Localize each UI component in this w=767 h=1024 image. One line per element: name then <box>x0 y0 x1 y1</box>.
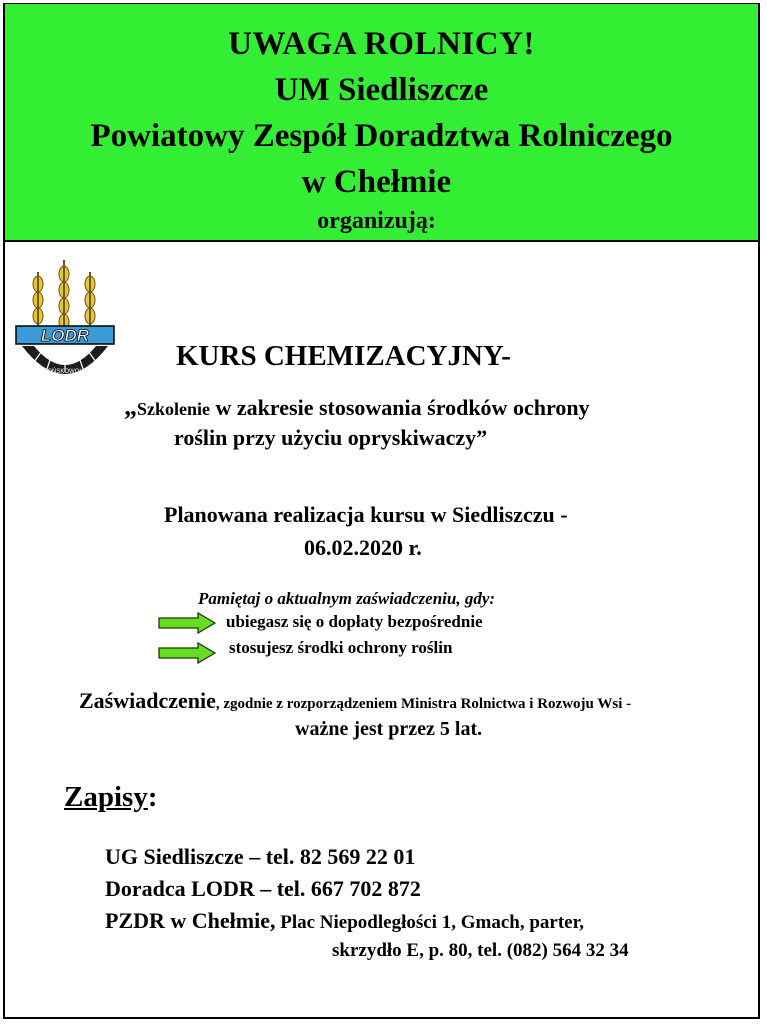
signup-heading <box>64 781 158 814</box>
certificate-regulation: , zgodnie z rozporządzeniem Ministra Rolnictwa i Rozwoju Wsi - <box>215 696 632 712</box>
course-subtitle-small: Szkolenie <box>137 399 211 419</box>
header-banner <box>5 4 758 242</box>
header-organize-label: organizują: <box>317 208 436 234</box>
plan-date: 06.02.2020 r. <box>304 535 422 560</box>
contact-pzdr <box>105 908 584 934</box>
course-subtitle-line1 <box>124 392 590 422</box>
logo-ring-text: KOŃSKOWOLA <box>43 369 87 375</box>
course-title: KURS CHEMIZACYJNY- <box>176 340 511 372</box>
header-title: UWAGA ROLNICY! <box>228 26 535 62</box>
lodr-logo <box>14 252 116 376</box>
reminder-item-1: ubiegasz się o dopłaty bezpośrednie <box>226 612 483 631</box>
wheat-icon <box>33 260 95 334</box>
certificate-validity: ważne jest przez 5 lat. <box>295 718 483 740</box>
reminder-title: Pamiętaj o aktualnym zaświadczeniu, gdy: <box>198 589 496 608</box>
contact-pzdr-name: PZDR w Chełmie, <box>105 908 276 933</box>
signup-title: Zapisy <box>64 781 148 813</box>
arrow-right-icon <box>158 642 216 664</box>
contact-lodr: Doradca LODR – tel. 667 702 872 <box>105 876 421 901</box>
signup-colon: : <box>147 781 158 813</box>
header-organizer-2: Powiatowy Zespół Doradztwa Rolniczego <box>90 118 673 154</box>
quote-open: „ <box>124 392 137 421</box>
course-subtitle-rest: w zakresie stosowania środków ochrony <box>210 395 590 420</box>
arrow-right-icon <box>158 612 216 634</box>
logo-text: LODR <box>40 326 90 345</box>
certificate-line1 <box>79 688 631 714</box>
contact-pzdr-room: skrzydło E, p. 80, tel. (082) 564 32 34 <box>332 940 629 961</box>
reminder-item-2: stosujesz środki ochrony roślin <box>229 638 453 657</box>
contact-pzdr-address: Plac Niepodległości 1, Gmach, parter, <box>275 912 585 933</box>
course-subtitle-line2: roślin przy użyciu opryskiwaczy” <box>174 425 488 450</box>
header-organizer-1: UM Siedliszcze <box>274 72 489 108</box>
contact-ug: UG Siedliszcze – tel. 82 569 22 01 <box>105 844 416 869</box>
header-organizer-2-city: w Chełmie <box>301 164 452 200</box>
certificate-word: Zaświadczenie <box>79 688 216 713</box>
plan-line1: Planowana realizacja kursu w Siedliszczu - <box>164 502 568 527</box>
